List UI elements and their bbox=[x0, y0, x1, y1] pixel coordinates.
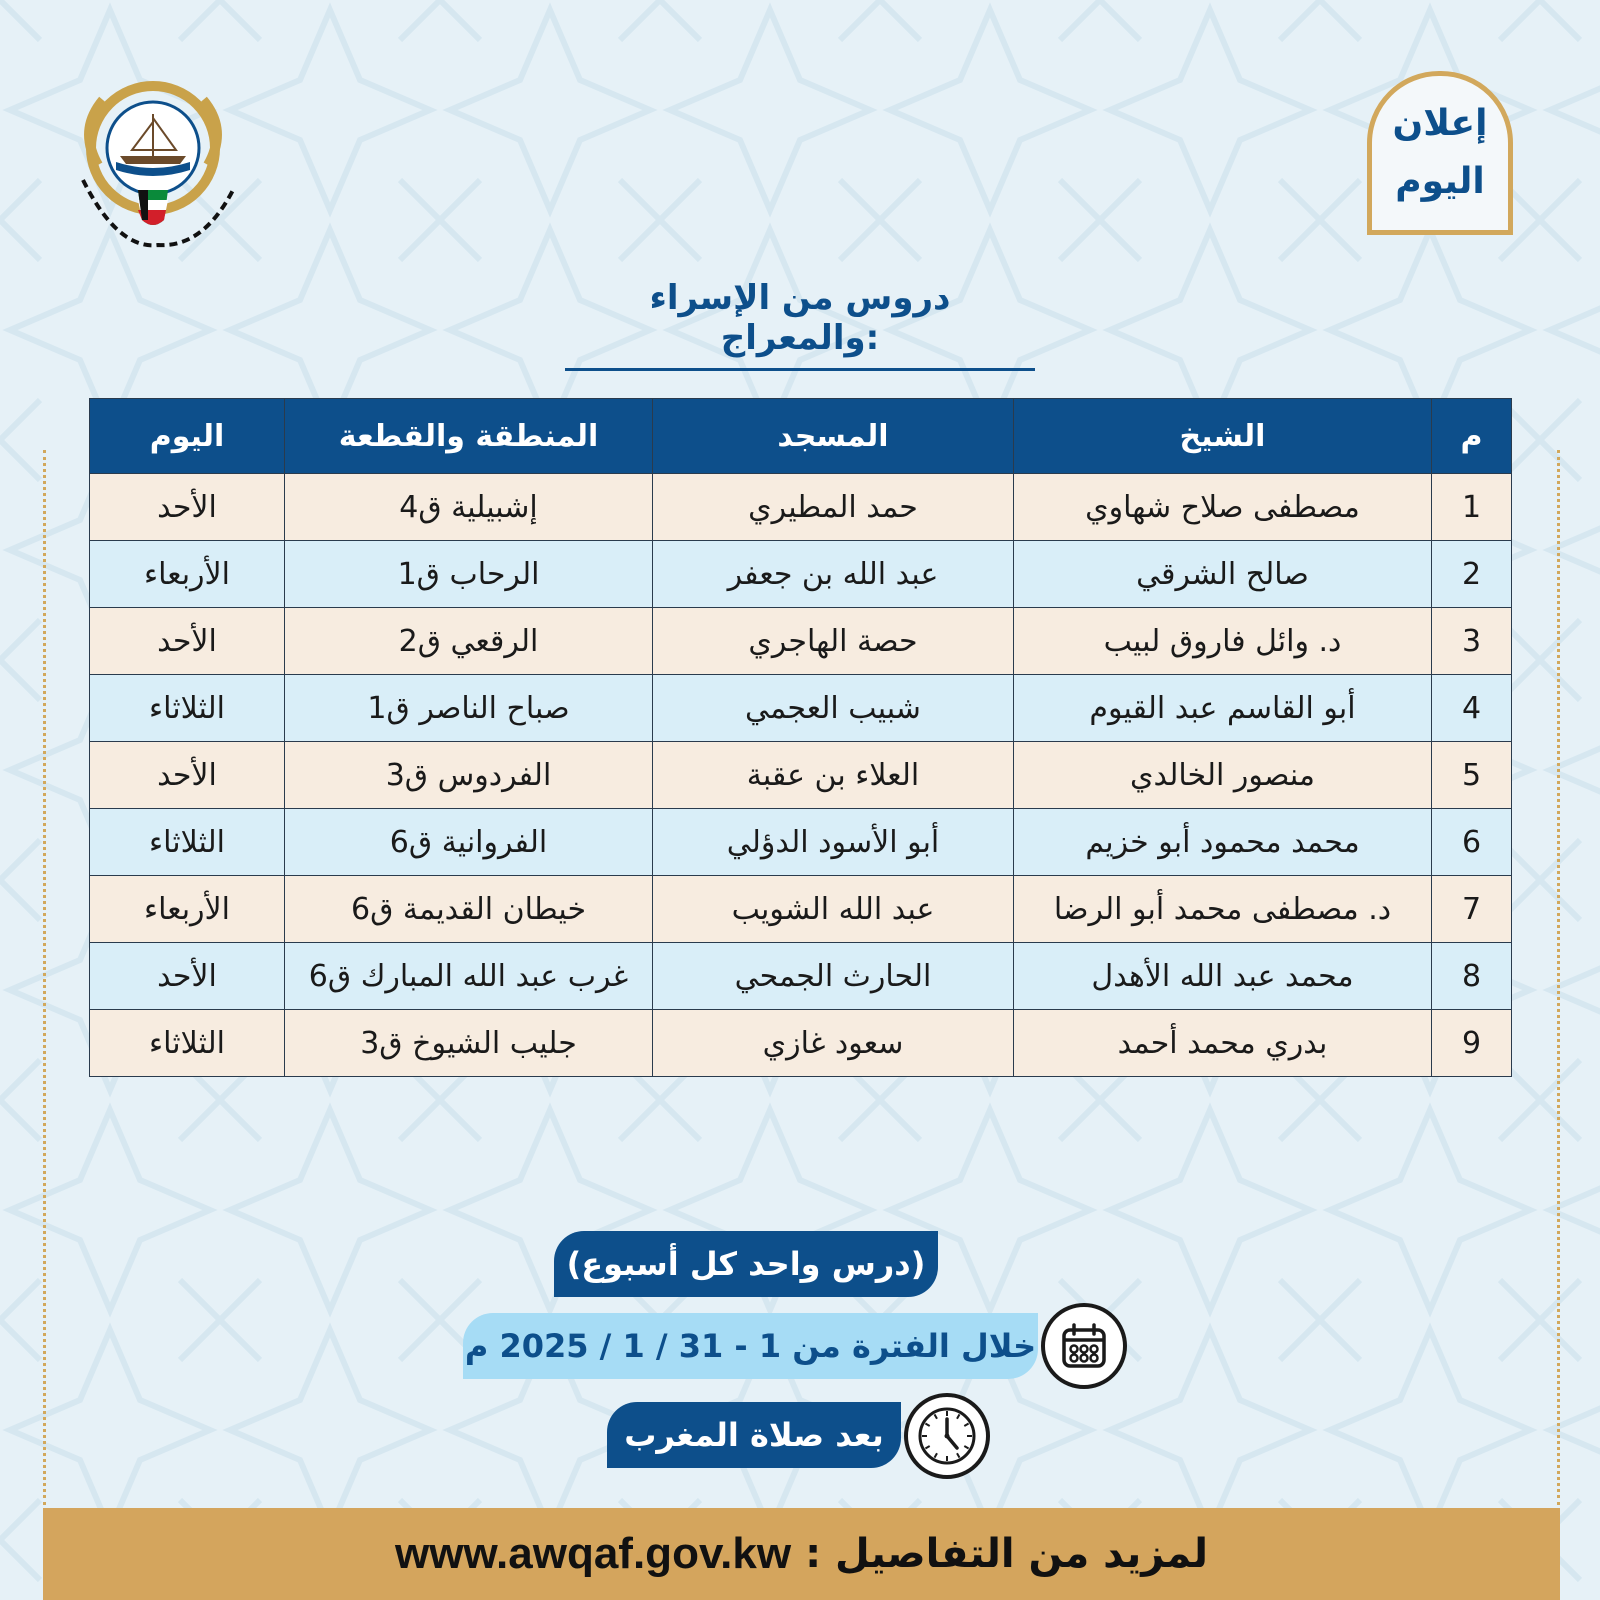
header-num: م bbox=[1432, 399, 1512, 474]
cell-mosque: أبو الأسود الدؤلي bbox=[653, 809, 1014, 876]
header-sheikh: الشيخ bbox=[1014, 399, 1432, 474]
badge-line-1: إعلان bbox=[1392, 103, 1488, 144]
cell-mosque: حمد المطيري bbox=[653, 474, 1014, 541]
cell-num: 3 bbox=[1432, 608, 1512, 675]
cell-area: الرقعي ق2 bbox=[285, 608, 653, 675]
announcement-badge bbox=[1367, 71, 1513, 235]
cell-day: الأربعاء bbox=[90, 876, 285, 943]
cell-day: الثلاثاء bbox=[90, 675, 285, 742]
cell-day: الأحد bbox=[90, 474, 285, 541]
cell-sheikh: د. وائل فاروق لبيب bbox=[1014, 608, 1432, 675]
cell-num: 5 bbox=[1432, 742, 1512, 809]
cell-sheikh: مصطفى صلاح شهاوي bbox=[1014, 474, 1432, 541]
cell-mosque: حصة الهاجري bbox=[653, 608, 1014, 675]
badge-line-2: اليوم bbox=[1395, 161, 1485, 202]
cell-sheikh: محمد عبد الله الأهدل bbox=[1014, 943, 1432, 1010]
table-row bbox=[90, 541, 1512, 608]
weekly-note: (درس واحد كل أسبوع) bbox=[554, 1231, 938, 1297]
calendar-icon bbox=[1041, 1303, 1127, 1389]
table-row bbox=[90, 742, 1512, 809]
cell-num: 6 bbox=[1432, 809, 1512, 876]
cell-num: 9 bbox=[1432, 1010, 1512, 1077]
table-row bbox=[90, 608, 1512, 675]
cell-day: الأربعاء bbox=[90, 541, 285, 608]
cell-num: 4 bbox=[1432, 675, 1512, 742]
dotted-border-left bbox=[43, 450, 46, 1505]
cell-area: خيطان القديمة ق6 bbox=[285, 876, 653, 943]
cell-mosque: شبيب العجمي bbox=[653, 675, 1014, 742]
header-mosque: المسجد bbox=[653, 399, 1014, 474]
header-area: المنطقة والقطعة bbox=[285, 399, 653, 474]
cell-mosque: عبد الله الشويب bbox=[653, 876, 1014, 943]
cell-mosque: عبد الله بن جعفر bbox=[653, 541, 1014, 608]
ministry-logo bbox=[58, 70, 253, 260]
table-row bbox=[90, 474, 1512, 541]
time-note: بعد صلاة المغرب bbox=[607, 1402, 901, 1468]
cell-num: 8 bbox=[1432, 943, 1512, 1010]
cell-sheikh: بدري محمد أحمد bbox=[1014, 1010, 1432, 1077]
header-day: اليوم bbox=[90, 399, 285, 474]
cell-area: الرحاب ق1 bbox=[285, 541, 653, 608]
cell-mosque: الحارث الجمحي bbox=[653, 943, 1014, 1010]
cell-num: 7 bbox=[1432, 876, 1512, 943]
cell-day: الثلاثاء bbox=[90, 1010, 285, 1077]
table-row bbox=[90, 675, 1512, 742]
lessons-table bbox=[89, 398, 1512, 1077]
cell-sheikh: أبو القاسم عبد القيوم bbox=[1014, 675, 1432, 742]
period-note: خلال الفترة من 1 - 31 / 1 / 2025 م bbox=[463, 1313, 1038, 1379]
cell-area: الفردوس ق3 bbox=[285, 742, 653, 809]
website-link[interactable]: www.awqaf.gov.kw bbox=[395, 1529, 792, 1578]
cell-day: الأحد bbox=[90, 608, 285, 675]
footer-label: لمزيد من التفاصيل : bbox=[805, 1531, 1209, 1577]
table-row bbox=[90, 1010, 1512, 1077]
cell-sheikh: منصور الخالدي bbox=[1014, 742, 1432, 809]
cell-mosque: العلاء بن عقبة bbox=[653, 742, 1014, 809]
cell-num: 2 bbox=[1432, 541, 1512, 608]
table-header-row bbox=[90, 399, 1512, 474]
footer-bar bbox=[43, 1508, 1560, 1600]
cell-num: 1 bbox=[1432, 474, 1512, 541]
cell-area: جليب الشيوخ ق3 bbox=[285, 1010, 653, 1077]
cell-day: الأحد bbox=[90, 943, 285, 1010]
table-row bbox=[90, 809, 1512, 876]
cell-sheikh: محمد محمود أبو خزيم bbox=[1014, 809, 1432, 876]
dotted-border-right bbox=[1557, 450, 1560, 1505]
page-title: دروس من الإسراء والمعراج: bbox=[565, 278, 1035, 371]
cell-sheikh: د. مصطفى محمد أبو الرضا bbox=[1014, 876, 1432, 943]
cell-sheikh: صالح الشرقي bbox=[1014, 541, 1432, 608]
cell-day: الثلاثاء bbox=[90, 809, 285, 876]
cell-area: إشبيلية ق4 bbox=[285, 474, 653, 541]
table-row bbox=[90, 943, 1512, 1010]
table-row bbox=[90, 876, 1512, 943]
cell-area: غرب عبد الله المبارك ق6 bbox=[285, 943, 653, 1010]
cell-area: الفروانية ق6 bbox=[285, 809, 653, 876]
cell-mosque: سعود غازي bbox=[653, 1010, 1014, 1077]
clock-icon bbox=[904, 1393, 990, 1479]
cell-day: الأحد bbox=[90, 742, 285, 809]
cell-area: صباح الناصر ق1 bbox=[285, 675, 653, 742]
